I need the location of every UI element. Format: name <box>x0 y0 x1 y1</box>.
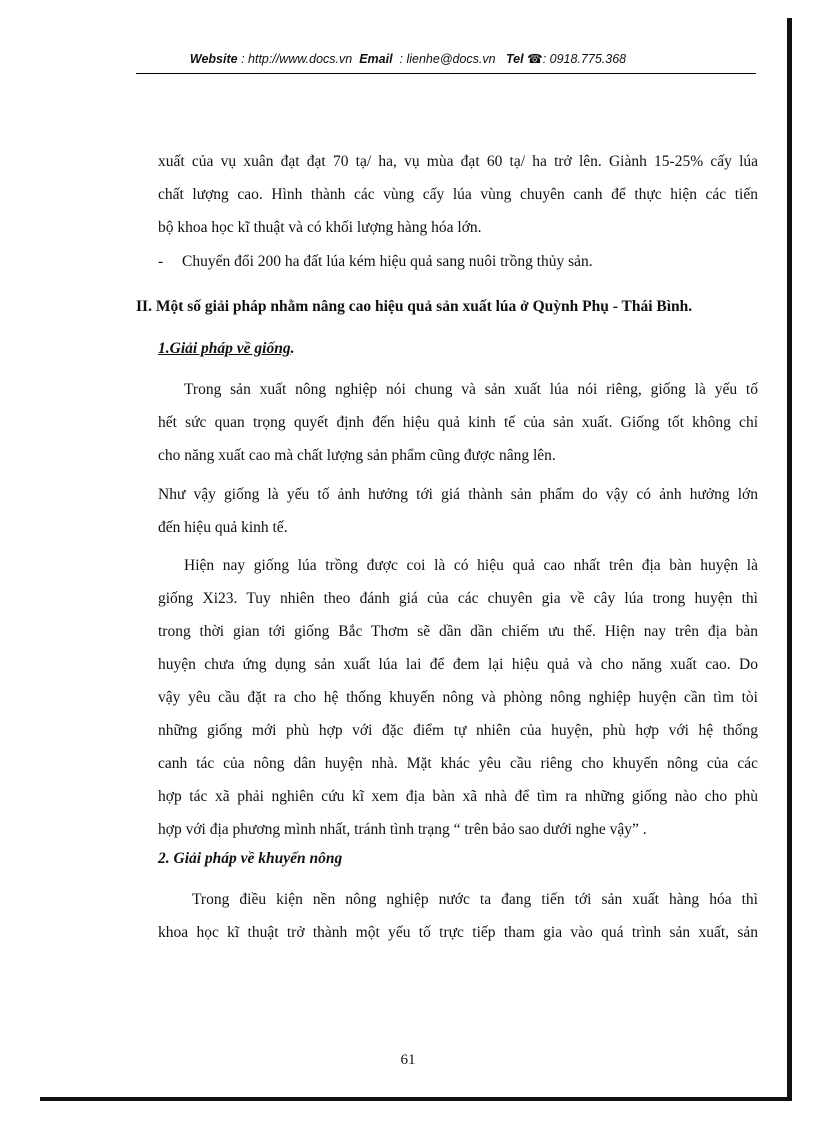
page-header <box>0 51 816 66</box>
text-line: Hiện nay giống lúa trồng được coi là có hiệu quả cao nhất trên địa bàn huyện là <box>184 557 758 574</box>
website-label: Website <box>189 52 238 66</box>
subsection-title: 1.Giải pháp về giống <box>158 340 291 357</box>
text-line: hợp với địa phương mình nhất, tránh tình trạng “ trên bảo sao dưới nghe vậy” . <box>158 821 647 838</box>
subsection-heading-1 <box>158 340 295 358</box>
email-label: Email <box>359 52 393 66</box>
text-line: xuất của vụ xuân đạt đạt 70 tạ/ ha, vụ mùa đạt 60 tạ/ ha trở lên. Giành 15-25% cấy lúa <box>158 153 758 170</box>
tel-value: : 0918.775.368 <box>542 52 627 66</box>
text-line: hết sức quan trọng quyết định đến hiệu quả kinh tế của sản xuất. Giống tốt không chỉ <box>158 414 758 431</box>
page-border-bottom <box>40 1097 792 1101</box>
subsection-title-dot: . <box>290 340 295 357</box>
email-value: : lienhe@docs.vn <box>399 52 496 66</box>
bullet-item <box>158 253 593 271</box>
text-line: vậy yêu cầu đặt ra cho hệ thống khuyến nông và phòng nông nghiệp huyện cần tìm tòi <box>158 689 758 706</box>
paragraph-3 <box>158 478 758 544</box>
website-value: : http://www.docs.vn <box>241 52 353 66</box>
phone-icon: ☎ <box>527 52 543 66</box>
text-line: giống Xi23. Tuy nhiên theo đánh giá của các chuyên gia về cây lúa trong huyện thì <box>158 590 758 607</box>
text-line: khoa học kĩ thuật trở thành một yếu tố trực tiếp tham gia vào quá trình sản xuất, sản <box>158 924 758 941</box>
paragraph-5 <box>158 883 758 949</box>
paragraph-1 <box>158 145 758 244</box>
bullet-dash: - <box>158 253 164 270</box>
subsection-heading-2: 2. Giải pháp về khuyến nông <box>158 850 343 867</box>
text-line: chất lượng cao. Hình thành các vùng cấy lúa vùng chuyên canh để thực hiện các tiến <box>158 186 758 203</box>
tel-label: Tel <box>506 52 524 66</box>
text-line: đến hiệu quả kinh tế. <box>158 519 288 536</box>
paragraph-2 <box>158 373 758 472</box>
page-number: 61 <box>400 1052 416 1068</box>
text-line: trong thời gian tới giống Bắc Thơm sẽ dần dần chiếm ưu thế. Hiện nay trên địa bàn <box>158 623 758 640</box>
section-heading: II. Một số giải pháp nhằm nâng cao hiệu quả sản xuất lúa ở Quỳnh Phụ - Thái Bình. <box>136 298 693 315</box>
text-line: huyện chưa ứng dụng sản xuất lúa lai để đem lại hiệu quả và cho năng xuất cao. Do <box>158 656 758 673</box>
text-line: bộ khoa học kĩ thuật và có khối lượng hàng hóa lớn. <box>158 219 482 236</box>
page-border-right <box>787 18 792 1100</box>
bullet-text: Chuyển đổi 200 ha đất lúa kém hiệu quả sang nuôi trồng thủy sản. <box>182 253 593 270</box>
text-line: cho năng xuất cao mà chất lượng sản phẩm cũng được nâng lên. <box>158 447 556 464</box>
text-line: Như vậy giống là yếu tố ảnh hưởng tới giá thành sản phẩm do vậy có ảnh hưởng lớn <box>158 486 758 503</box>
text-line: hợp tác xã phải nghiên cứu kĩ xem địa bàn xã nhà để tìm ra những giống nào cho phù <box>158 788 758 805</box>
paragraph-4 <box>158 549 758 846</box>
header-divider <box>136 73 756 74</box>
text-line: Trong điều kiện nền nông nghiệp nước ta đang tiến tới sản xuất hàng hóa thì <box>192 891 758 908</box>
text-line: những giống mới phù hợp với đặc điểm tự nhiên của huyện, phù hợp với hệ thống <box>158 722 758 739</box>
text-line: Trong sản xuất nông nghiệp nói chung và sản xuất lúa nói riêng, giống là yếu tố <box>184 381 758 398</box>
text-line: canh tác của nông dân huyện nhà. Mặt khác yêu cầu riêng cho khuyến nông của các <box>158 755 758 772</box>
